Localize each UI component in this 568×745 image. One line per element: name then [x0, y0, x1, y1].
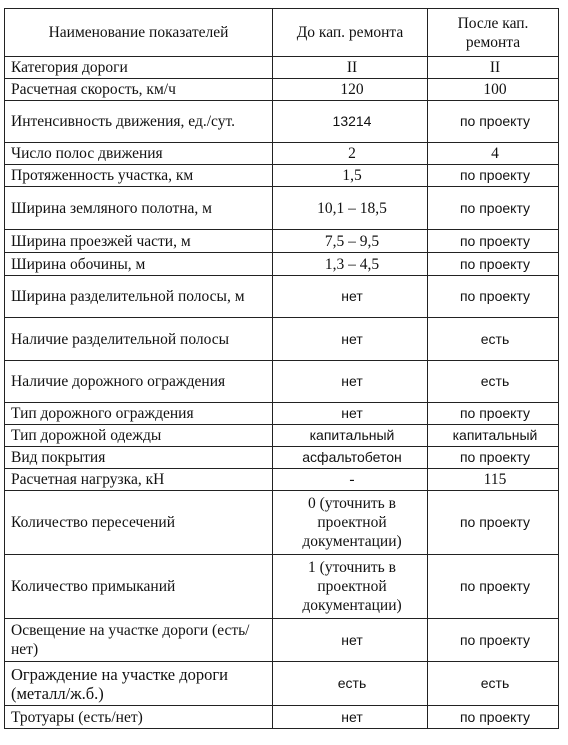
header-after-repair: После кап. ремонта: [428, 9, 559, 57]
row-after: II: [428, 57, 559, 79]
table-row: [5, 425, 559, 447]
row-name: Интенсивность движения, ед./сут.: [5, 101, 273, 143]
table-row: [5, 79, 559, 101]
row-before: 1 (уточнить в проектной документации): [273, 555, 428, 619]
row-before: капитальный: [273, 425, 428, 447]
table-row: [5, 361, 559, 403]
row-name: Протяженность участка, км: [5, 165, 273, 187]
row-after: есть: [428, 662, 559, 706]
row-after: по проекту: [428, 276, 559, 318]
row-name: Расчетная нагрузка, кН: [5, 469, 273, 491]
table-row: [5, 57, 559, 79]
row-after: по проекту: [428, 619, 559, 662]
row-before: 7,5 – 9,5: [273, 230, 428, 253]
row-after: 4: [428, 143, 559, 165]
row-name: Число полос движения: [5, 143, 273, 165]
table-row: [5, 403, 559, 425]
row-after: по проекту: [428, 491, 559, 555]
row-name: Ширина разделительной полосы, м: [5, 276, 273, 318]
row-name: Наличие разделительной полосы: [5, 318, 273, 361]
row-after: 115: [428, 469, 559, 491]
row-after: по проекту: [428, 706, 559, 729]
row-before: 120: [273, 79, 428, 101]
table-row: [5, 619, 559, 662]
row-after: по проекту: [428, 187, 559, 230]
row-after: по проекту: [428, 403, 559, 425]
row-before: -: [273, 469, 428, 491]
row-after: по проекту: [428, 253, 559, 276]
row-before: нет: [273, 706, 428, 729]
table-row: [5, 253, 559, 276]
row-name: Ограждение на участке дороги (металл/ж.б.): [5, 662, 273, 706]
row-after: по проекту: [428, 447, 559, 469]
row-before: 1,3 – 4,5: [273, 253, 428, 276]
row-name: Ширина проезжей части, м: [5, 230, 273, 253]
table-header-row: [5, 9, 559, 57]
table-row: [5, 101, 559, 143]
row-name: Тип дорожной одежды: [5, 425, 273, 447]
row-name: Тротуары (есть/нет): [5, 706, 273, 729]
header-before-repair: До кап. ремонта: [273, 9, 428, 57]
row-after: по проекту: [428, 165, 559, 187]
row-after: есть: [428, 318, 559, 361]
table-row: [5, 469, 559, 491]
row-before: есть: [273, 662, 428, 706]
row-name: Ширина земляного полотна, м: [5, 187, 273, 230]
row-before: 1,5: [273, 165, 428, 187]
row-before: нет: [273, 619, 428, 662]
row-after: есть: [428, 361, 559, 403]
row-name: Тип дорожного ограждения: [5, 403, 273, 425]
row-after: капитальный: [428, 425, 559, 447]
header-parameter-name: Наименование показателей: [5, 9, 273, 57]
table-row: [5, 187, 559, 230]
table-row: [5, 318, 559, 361]
row-before: нет: [273, 361, 428, 403]
row-before: асфальтобетон: [273, 447, 428, 469]
table-row: [5, 165, 559, 187]
row-name: Ширина обочины, м: [5, 253, 273, 276]
table-row: [5, 555, 559, 619]
row-before: 2: [273, 143, 428, 165]
table-row: [5, 491, 559, 555]
row-name: Категория дороги: [5, 57, 273, 79]
row-name: Количество примыканий: [5, 555, 273, 619]
row-after: по проекту: [428, 101, 559, 143]
table-row: [5, 447, 559, 469]
row-before: нет: [273, 318, 428, 361]
table-row: [5, 143, 559, 165]
row-before: 10,1 – 18,5: [273, 187, 428, 230]
row-before: нет: [273, 403, 428, 425]
row-before: нет: [273, 276, 428, 318]
row-name: Наличие дорожного ограждения: [5, 361, 273, 403]
row-before: 13214: [273, 101, 428, 143]
row-before: 0 (уточнить в проектной документации): [273, 491, 428, 555]
table-row: [5, 706, 559, 729]
row-after: по проекту: [428, 230, 559, 253]
row-after: 100: [428, 79, 559, 101]
row-name: Количество пересечений: [5, 491, 273, 555]
table-row: [5, 662, 559, 706]
row-after: по проекту: [428, 555, 559, 619]
table-row: [5, 276, 559, 318]
row-name: Расчетная скорость, км/ч: [5, 79, 273, 101]
row-name: Вид покрытия: [5, 447, 273, 469]
row-before: II: [273, 57, 428, 79]
row-name: Освещение на участке дороги (есть/нет): [5, 619, 273, 662]
road-parameters-table: [4, 8, 559, 729]
table-row: [5, 230, 559, 253]
